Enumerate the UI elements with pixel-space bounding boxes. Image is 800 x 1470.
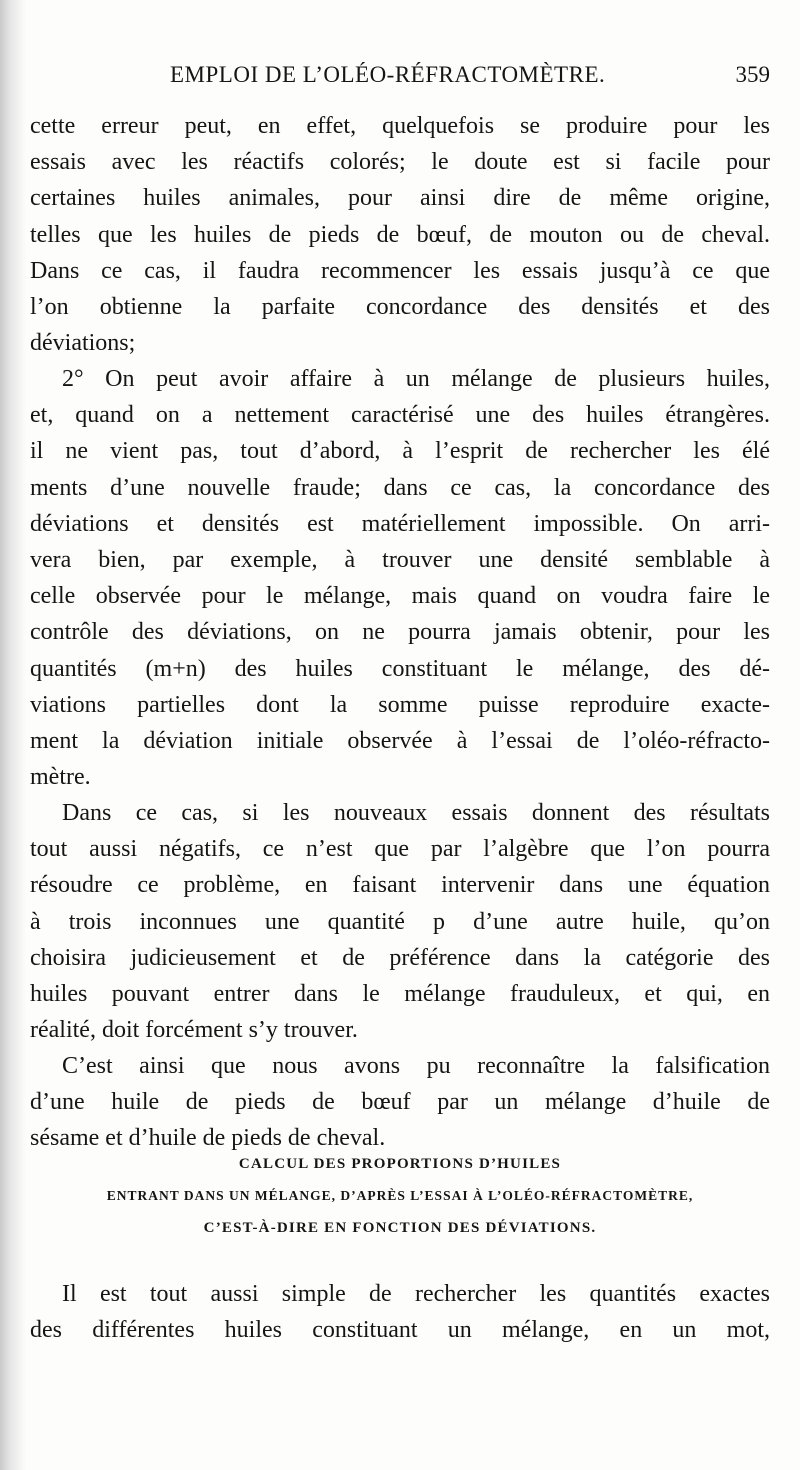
text-line: déviations;	[30, 330, 136, 357]
text-line: réalité, doit forcément s’y trouver.	[30, 1017, 358, 1044]
paragraph-algebra	[30, 795, 770, 1048]
text-line: sésame et d’huile de pieds de cheval.	[30, 1125, 386, 1152]
text-line: et, quand on a nettement caractérisé une des huiles étrangères.	[30, 402, 770, 429]
heading-line: CALCUL DES PROPORTIONS D’HUILES	[238, 1156, 562, 1172]
text-line: l’on obtienne la parfaite concordance des densités et des	[30, 293, 770, 320]
text-line: certaines huiles animales, pour ainsi dire de même origine,	[30, 185, 770, 212]
text-line: Il est tout aussi simple de rechercher les quantités exactes	[62, 1281, 770, 1307]
text-line: Dans ce cas, il faudra recommencer les essais jusqu’à ce que	[30, 257, 770, 284]
text-line: il ne vient pas, tout d’abord, à l’esprit de rechercher les élé	[30, 438, 770, 465]
text-line: résoudre ce problème, en faisant intervenir dans une équation	[30, 872, 770, 899]
text-line: ment la déviation initiale observée à l’essai de l’oléo-réfracto-	[30, 727, 770, 754]
heading-line: C’EST-À-DIRE EN FONCTION DES DÉVIATIONS.	[203, 1220, 597, 1236]
text-line: huiles pouvant entrer dans le mélange frauduleux, et qui, en	[30, 980, 770, 1007]
running-title: EMPLOI DE L’OLÉO-RÉFRACTOMÈTRE.	[170, 62, 606, 87]
text-line: mètre.	[30, 764, 91, 791]
paragraph-example	[30, 1048, 770, 1157]
text-line: celle observée pour le mélange, mais quand on voudra faire le	[30, 583, 770, 610]
heading-line: ENTRANT DANS UN MÉLANGE, D’APRÈS L’ESSAI À L’OLÉO-RÉFRACTOMÈTRE,	[106, 1188, 694, 1203]
text-line: Dans ce cas, si les nouveaux essais donnent des résultats	[62, 800, 770, 826]
text-line: viations partielles dont la somme puisse reproduire exacte-	[30, 691, 770, 718]
text-line: à trois inconnues une quantité p d’une autre huile, qu’on	[30, 908, 770, 935]
text-line: déviations et densités est matériellement impossible. On arri-	[30, 510, 770, 537]
paragraph-continuation	[30, 108, 770, 361]
text-line: vera bien, par exemple, à trouver une densité semblable à	[30, 546, 770, 573]
text-line: essais avec les réactifs colorés; le doute est si facile pour	[30, 149, 770, 176]
paragraph-mixture	[30, 361, 770, 795]
page-binding-shadow	[0, 0, 26, 1470]
text-line: 2° On peut avoir affaire à un mélange de plusieurs huiles,	[62, 366, 770, 392]
text-line: choisira judicieusement et de préférence dans la catégorie des	[30, 944, 770, 971]
text-line: cette erreur peut, en effet, quelquefois se produire pour les	[30, 113, 770, 139]
text-line: des différentes huiles constituant un mélange, en un mot,	[30, 1317, 770, 1344]
text-line: d’une huile de pieds de bœuf par un mélange d’huile de	[30, 1089, 770, 1116]
text-line: quantités (m+n) des huiles constituant le mélange, des dé-	[30, 655, 770, 682]
page-header	[170, 62, 770, 98]
page-number: 359	[735, 62, 770, 87]
section-heading	[30, 1148, 770, 1244]
text-line: contrôle des déviations, on ne pourra jamais obtenir, pour les	[30, 619, 770, 646]
paragraph-calculation	[30, 1276, 770, 1348]
text-line: tout aussi négatifs, ce n’est que par l’algèbre que l’on pourra	[30, 836, 770, 863]
text-line: C’est ainsi que nous avons pu reconnaître la falsification	[62, 1053, 770, 1079]
text-line: telles que les huiles de pieds de bœuf, de mouton ou de cheval.	[30, 221, 770, 248]
text-line: ments d’une nouvelle fraude; dans ce cas, la concordance des	[30, 474, 770, 501]
